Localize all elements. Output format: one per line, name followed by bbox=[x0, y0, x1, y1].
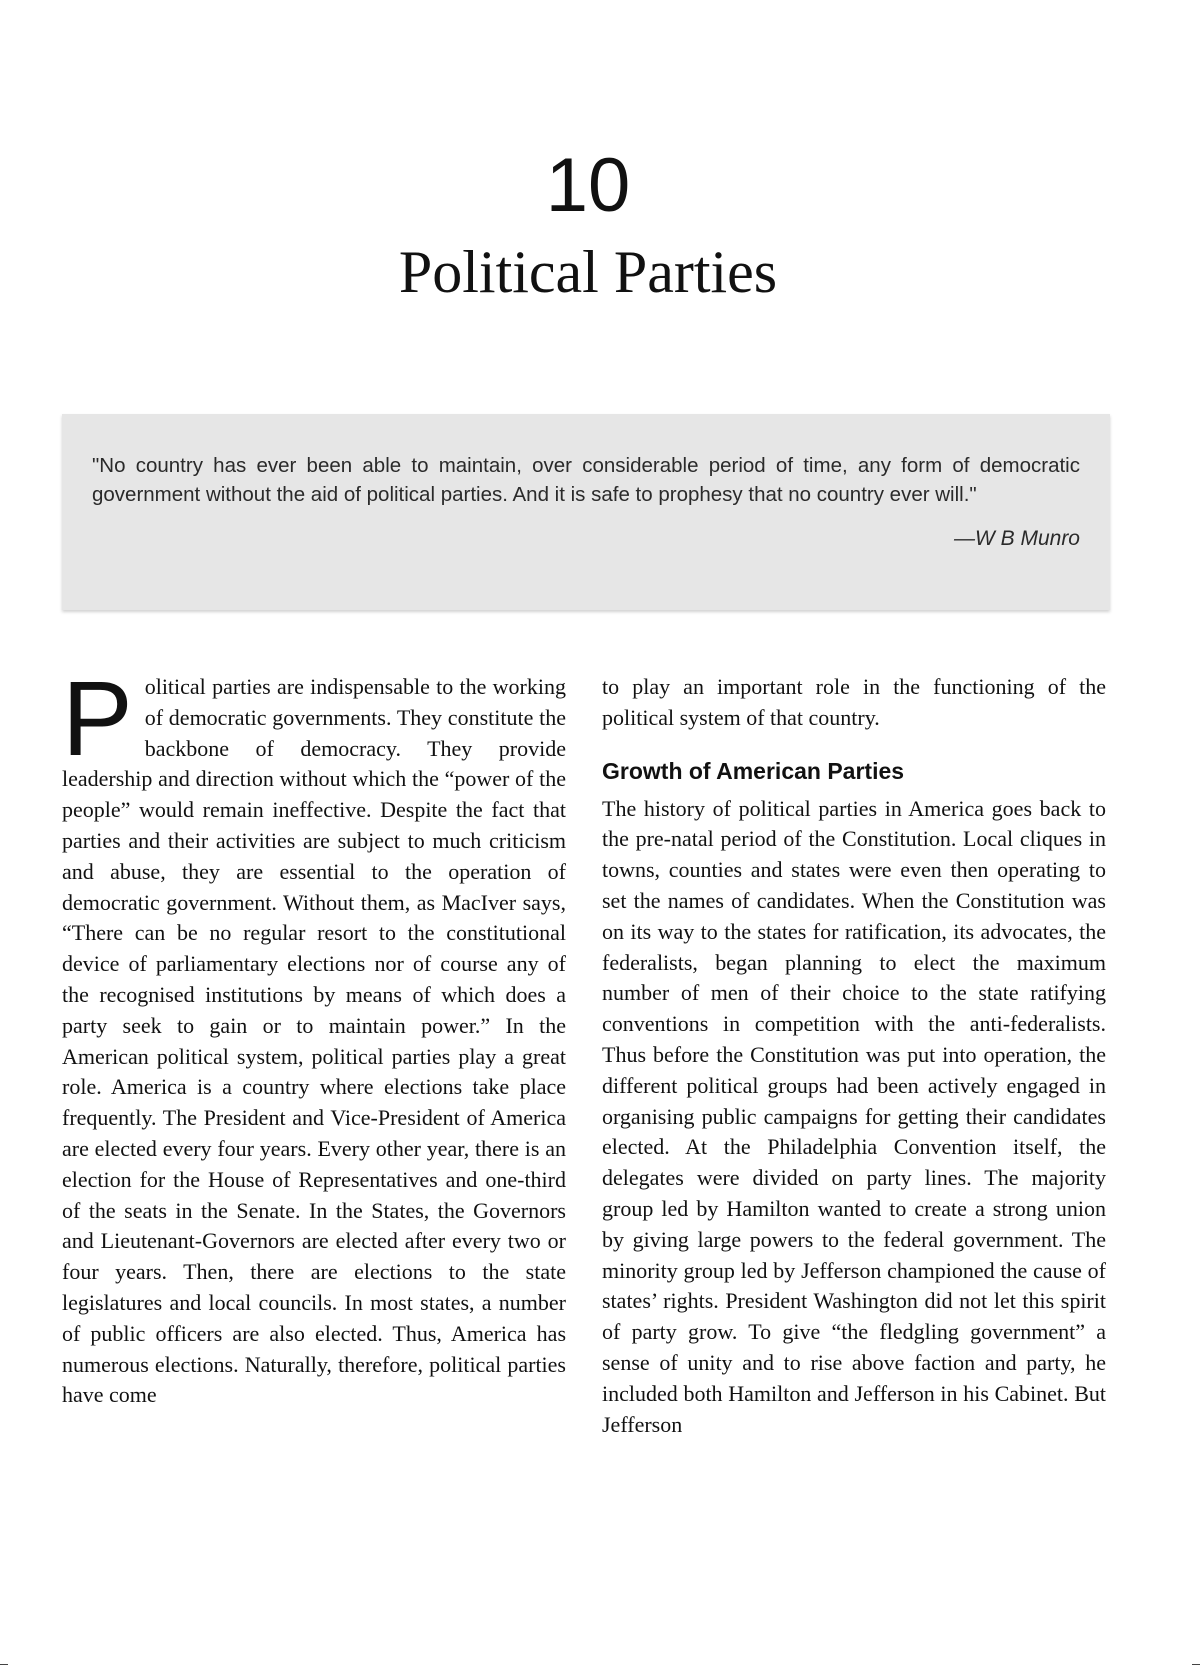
chapter-number: 10 bbox=[545, 143, 631, 228]
epigraph-author: —W B Munro bbox=[953, 527, 1080, 550]
page-edge-mark-left bbox=[0, 1664, 8, 1665]
intro-paragraph-part-1 bbox=[62, 660, 566, 1411]
section-heading: Growth of American Parties bbox=[602, 757, 905, 784]
body-column-left bbox=[62, 660, 566, 1411]
body-column-right bbox=[602, 672, 1106, 1440]
page-edge-mark-right bbox=[1192, 1664, 1200, 1665]
intro-paragraph-text: olitical parties are indispensable to the working of democratic governments. They constitute the backbone of democracy. They provide leadership and direction without which the “power of the people” would remain ineffective. Despite the fact that parties and their activities are subject to much criticism and abuse, they are essential to the operation of democratic government. Without them, as MacIver says, “There can be no regular resort to the constitutional device of parliamentary elections nor of course any of the recognised institutions by means of which does a party seek to gain or to maintain power.” In the American political system, political parties play a great role. America is a country where elections take place frequently. The President and Vice-President of America are elected every four years. Every other year, there is an election for the House of Representatives and one-third of the seats in the Senate. In the States, the Governors and Lieutenant-Governors are elected after every two or four years. Then, there are elections to the state legislatures and local councils. In most states, a number of public officers are also elected. Thus, America has numerous elections. Naturally, therefore, political parties have come bbox=[62, 674, 566, 1408]
epigraph-quote: "No country has ever been able to maintain, over considerable period of time, any form of democratic government without the aid of political parties. And it is safe to prophesy that no country ever will." bbox=[92, 454, 1080, 506]
drop-cap: P bbox=[62, 660, 133, 778]
epigraph-box bbox=[62, 414, 1110, 610]
intro-paragraph-part-2: to play an important role in the functioning of the political system of that country. bbox=[602, 674, 1106, 730]
chapter-title: Political Parties bbox=[398, 239, 778, 305]
section-paragraph: The history of political parties in America goes back to the pre-natal period of the Constitution. Local cliques in towns, counties and states were even then operating to set the names of candidates. When the Constitution was on its way to the states for ratification, its advocates, the federalists, began planning to elect the maximum number of men of their choice to the state ratifying conventions in competition with the anti-federalists. Thus before the Constitution was put into operation, the different political groups had been actively engaged in organising public campaigns for getting their candidates elected. At the Philadelphia Convention itself, the delegates were divided on party lines. The majority group led by Hamilton wanted to create a strong union by giving large powers to the federal government. The minority group led by Jefferson championed the cause of states’ rights. President Washington did not let this spirit of party grow. To give “the fledgling government” a sense of unity and to rise above faction and party, he included both Hamilton and Jefferson in his Cabinet. But Jefferson bbox=[602, 795, 1106, 1437]
